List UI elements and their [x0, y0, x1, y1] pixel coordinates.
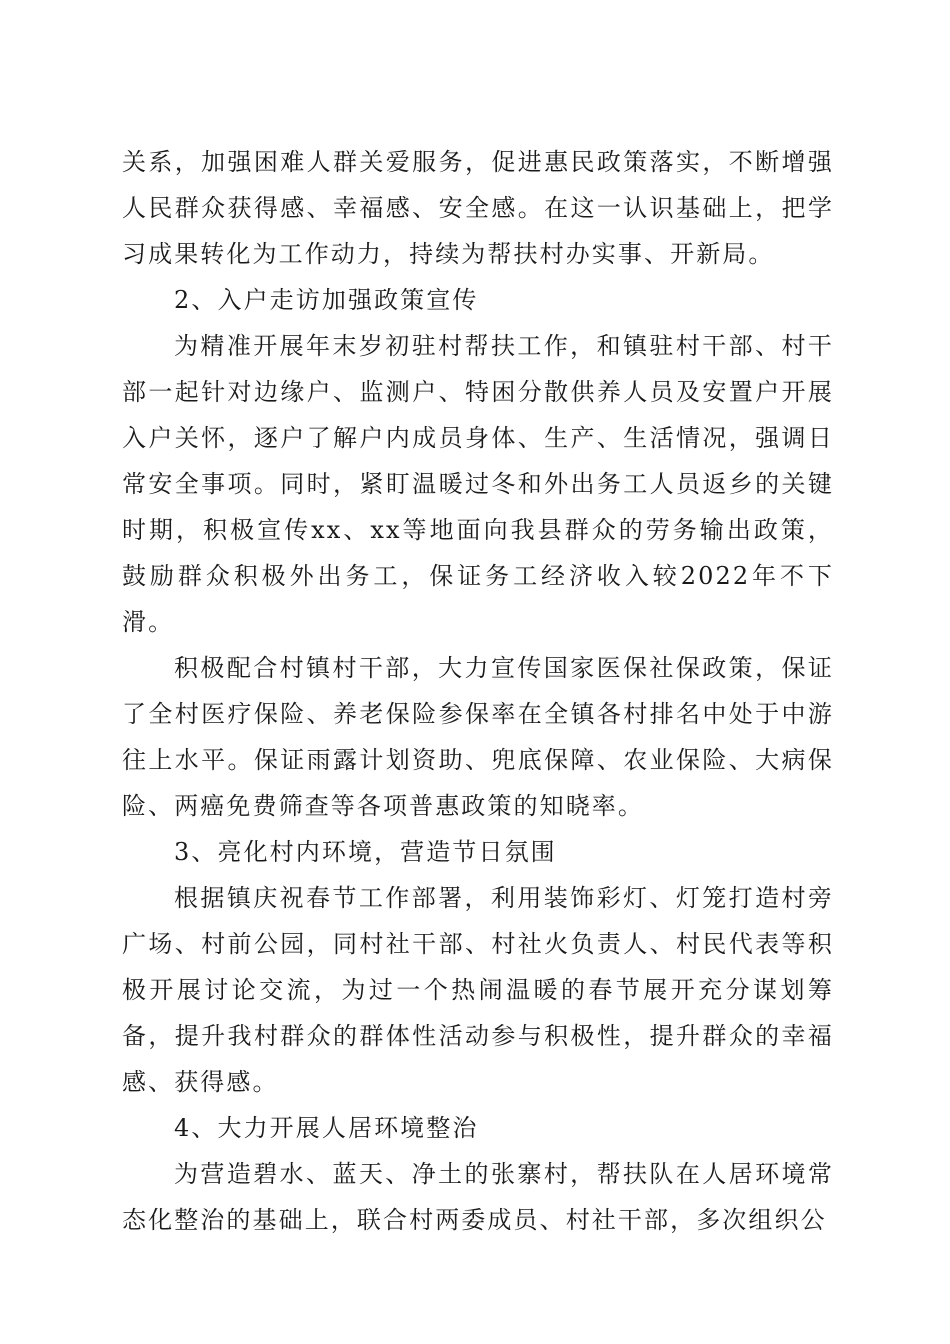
paragraph-home-visits: 为精准开展年末岁初驻村帮扶工作，和镇驻村干部、村干部一起针对边缘户、监测户、特困分散供养人员及安置户开展入户关怀，逐户了解户内成员身体、生产、生活情况，强调日常安全事项。同时，紧盯温暖过冬和外出务工人员返乡的关键时期，积极宣传xx、xx等地面向我县群众的劳务输出政策，鼓励群众积极外出务工，保证务工经济收入较2022年不下滑。 [122, 332, 834, 636]
section-heading-2: 2、入户走访加强政策宣传 [174, 286, 479, 314]
paragraph-festival-lighting: 根据镇庆祝春节工作部署，利用装饰彩灯、灯笼打造村旁广场、村前公园，同村社干部、村社火负责人、村民代表等积极开展讨论交流，为过一个热闹温暖的春节展开充分谋划筹备，提升我村群众的群体性活动参与积极性，提升群众的幸福感、获得感。 [122, 884, 834, 1096]
document-body [122, 139, 834, 1243]
section-heading-3: 3、亮化村内环境，营造节日氛围 [174, 838, 557, 866]
paragraph-continuation: 关系，加强困难人群关爱服务，促进惠民政策落实，不断增强人民群众获得感、幸福感、安全感。在这一认识基础上，把学习成果转化为工作动力，持续为帮扶村办实事、开新局。 [122, 148, 834, 268]
paragraph-environment: 为营造碧水、蓝天、净土的张寨村，帮扶队在人居环境常态化整治的基础上，联合村两委成员、村社干部，多次组织公 [122, 1160, 834, 1234]
paragraph-insurance-policy: 积极配合村镇村干部，大力宣传国家医保社保政策，保证了全村医疗保险、养老保险参保率在全镇各村排名中处于中游往上水平。保证雨露计划资助、兜底保障、农业保险、大病保险、两癌免费筛查等各项普惠政策的知晓率。 [122, 654, 834, 820]
section-heading-4: 4、大力开展人居环境整治 [174, 1114, 479, 1142]
